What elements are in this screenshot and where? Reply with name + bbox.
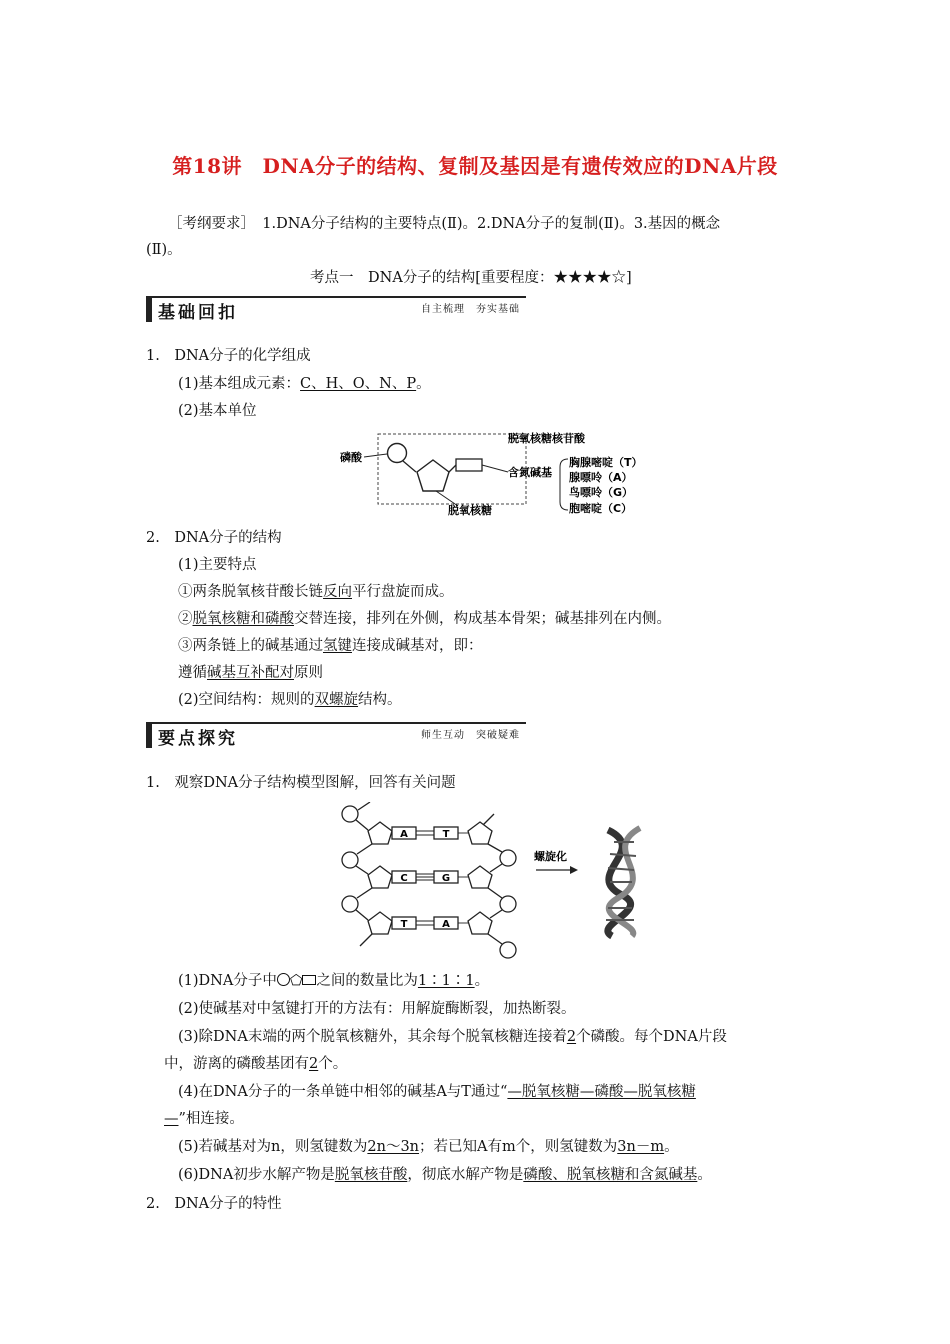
s1-features: (1)主要特点 [178, 557, 257, 573]
answer: 磷酸、脱氧核糖和含氮碱基 [523, 1167, 698, 1183]
s2-q6: (6)DNA初步水解产物是脱氧核苷酸，彻底水解产物是磷酸、脱氧核糖和含氮碱基。 [178, 1167, 712, 1183]
answer: C、H、O、N、P [300, 376, 417, 392]
section-sublabel: 自主梳理 夯实基础 [421, 304, 520, 315]
s1-feature-4: 遵循碱基互补配对原则 [178, 665, 323, 681]
dna-ladder-diagram [330, 802, 530, 962]
s2-item1: 1. 观察DNA分子结构模型图解，回答有关问题 [146, 775, 456, 791]
circle-icon [277, 973, 290, 986]
s1-feature-3: ③两条链上的碱基通过氢键连接成碱基对，即： [178, 638, 483, 654]
pair1-right: T [442, 829, 450, 840]
pentagon-icon: ⬠ [289, 973, 303, 989]
requirements-line-2: (Ⅱ)。 [146, 242, 182, 258]
answer: 脱氧核糖和磷酸 [192, 611, 294, 627]
pair2-left: C [400, 873, 408, 884]
s1-item1: 1. DNA分子的化学组成 [146, 348, 311, 364]
answer: 双螺旋 [314, 692, 359, 708]
answer: 3n－m [617, 1139, 665, 1155]
s2-q3: (3)除DNA末端的两个脱氧核糖外，其余每个脱氧核糖连接着2个磷酸。每个DNA片段 [178, 1029, 727, 1045]
section-label: 要点探究 [158, 729, 238, 749]
pair2-right: G [441, 873, 451, 884]
s2-q4b: —”相连接。 [164, 1111, 244, 1127]
s1-unit: (2)基本单位 [178, 403, 257, 419]
section-label: 基础回扣 [158, 303, 238, 323]
s1-space: (2)空间结构：规则的双螺旋结构。 [178, 692, 402, 708]
page-title: 第18讲 DNA分子的结构、复制及基因是有遗传效应的DNA片段 [172, 154, 778, 178]
pair3-left: T [400, 919, 408, 930]
s1-feature-1: ①两条脱氧核苷酸长链反向平行盘旋而成。 [178, 584, 454, 600]
spiral-label: 螺旋化 [534, 850, 567, 863]
s2-q3b: 中，游离的磷酸基团有2个。 [164, 1056, 348, 1072]
section-sublabel: 师生互动 突破疑难 [421, 730, 520, 741]
answer: — [164, 1111, 179, 1127]
answer: 2 [566, 1029, 577, 1045]
section-bar-basics [146, 296, 526, 322]
answer: 脱氧核苷酸 [334, 1167, 408, 1183]
answer: 氢键 [323, 638, 352, 654]
s1-elements: (1)基本组成元素：C、H、O、N、P。 [178, 376, 431, 392]
s2-item2: 2. DNA分子的特性 [146, 1196, 282, 1212]
answer: 反向 [323, 584, 352, 600]
s2-q1: (1)DNA分子中 ⬠ 之间的数量比为1∶1∶1。 [178, 973, 490, 989]
nucleotide-label: 脱氧核糖核苷酸 [508, 432, 585, 445]
answer: 碱基互补配对 [207, 665, 294, 681]
pair1-left: A [400, 829, 408, 840]
answer: 2 [309, 1056, 319, 1072]
topic-heading: 考点一 DNA分子的结构[重要程度：★★★★☆] [310, 270, 632, 286]
s2-q5: (5)若碱基对为n，则氢键数为2n～3n；若已知A有m个，则氢键数为3n－m。 [178, 1139, 679, 1155]
phosphate-label: 磷酸 [340, 451, 362, 464]
answer: 2n～3n [367, 1139, 420, 1155]
base-A: 腺嘌呤（A） [569, 471, 633, 484]
base-label: 含氮碱基 [508, 466, 552, 479]
nucleotide-diagram [336, 426, 656, 524]
s2-q2: (2)使碱基对中氢键打开的方法有：用解旋酶断裂，加热断裂。 [178, 1001, 576, 1017]
s1-feature-2: ②脱氧核糖和磷酸交替连接，排列在外侧，构成基本骨架；碱基排列在内侧。 [178, 611, 671, 627]
base-T: 胸腺嘧啶（T） [569, 456, 643, 469]
s2-q4: (4)在DNA分子的一条单链中相邻的碱基A与T通过“—脱氧核糖—磷酸—脱氧核糖 [178, 1084, 696, 1100]
sugar-label: 脱氧核糖 [448, 504, 492, 517]
section-bar-explore [146, 722, 526, 748]
pair3-right: A [442, 919, 450, 930]
rectangle-icon [302, 975, 316, 985]
helix-figure [530, 820, 670, 940]
double-helix-image [606, 828, 640, 936]
answer: —脱氧核糖—磷酸—脱氧核糖 [507, 1084, 696, 1100]
base-C: 胞嘧啶（C） [569, 502, 633, 515]
base-G: 鸟嘌呤（G） [569, 486, 634, 499]
requirements-line-1: ［考纲要求］ 1.DNA分子结构的主要特点(Ⅱ)。2.DNA分子的复制(Ⅱ)。3.基因的概念 [168, 216, 721, 232]
s1-item2: 2. DNA分子的结构 [146, 530, 282, 546]
answer: 1∶1∶1 [417, 973, 475, 989]
